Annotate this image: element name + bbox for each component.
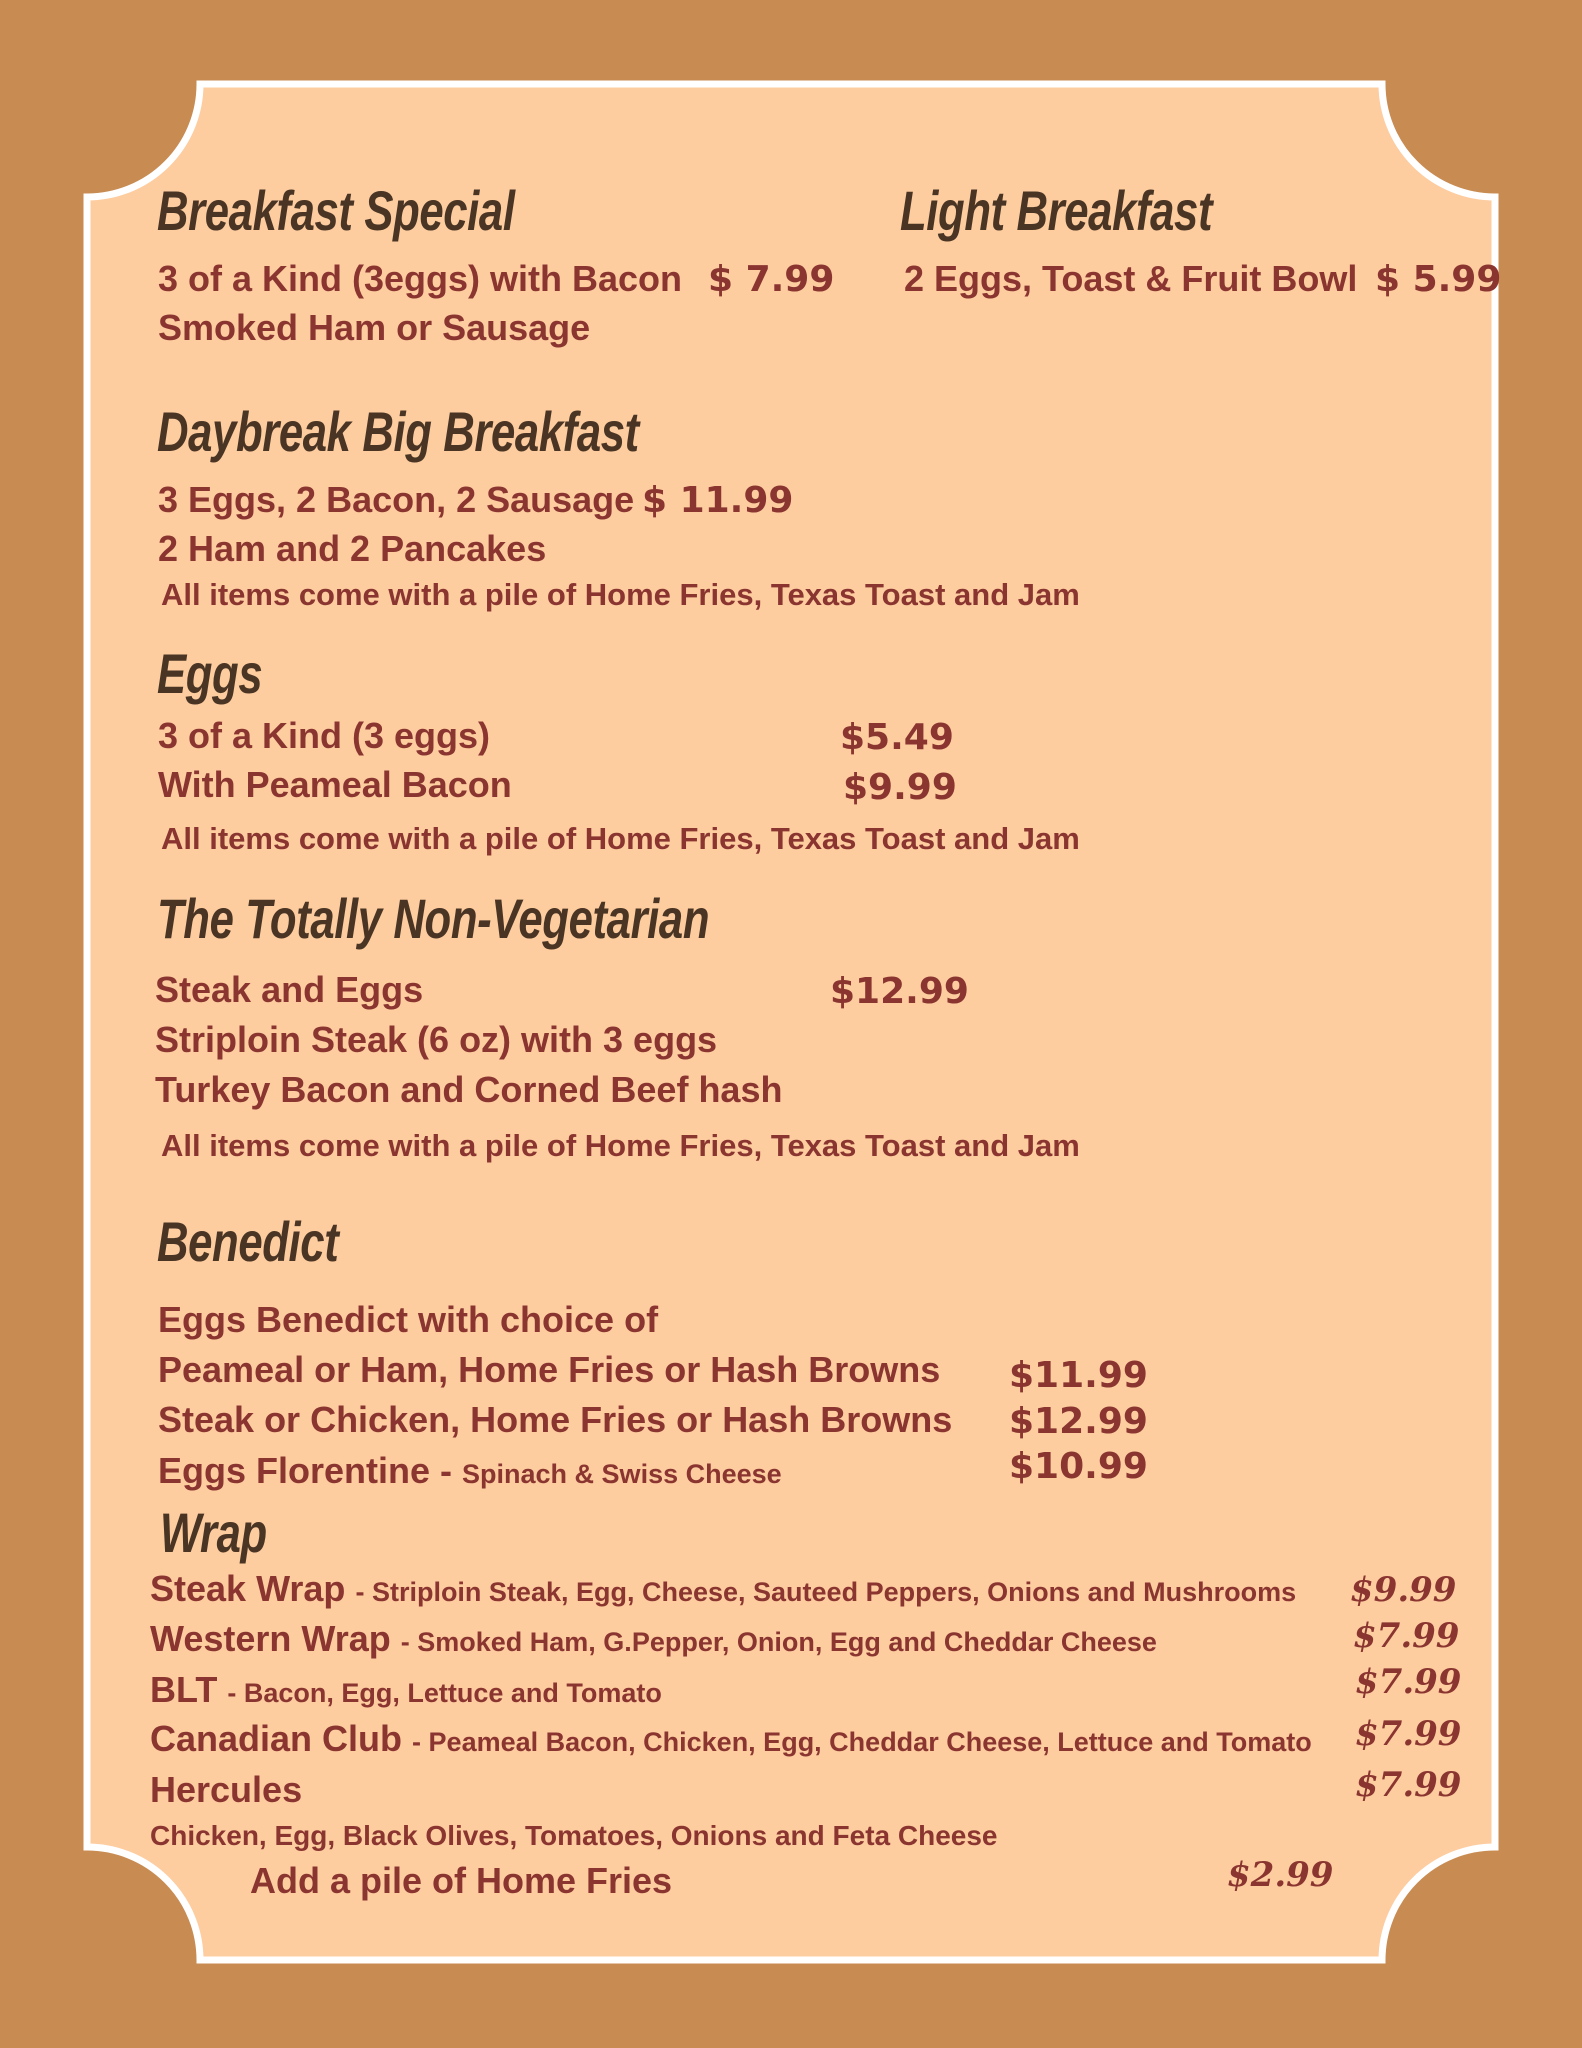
eggs-item-price: $9.99 xyxy=(843,767,957,808)
florentine-price: $10.99 xyxy=(1009,1446,1148,1487)
wrap-heading: Wrap xyxy=(160,1501,267,1564)
wrap-item-price: $7.99 xyxy=(1353,1616,1460,1656)
addon-price: $2.99 xyxy=(1227,1855,1334,1895)
wrap-item-price: $9.99 xyxy=(1350,1570,1457,1610)
benedict-item-name: Peameal or Ham, Home Fries or Hash Browns xyxy=(158,1349,941,1390)
wrap-item-line: Canadian Club - Peameal Bacon, Chicken, Egg, Cheddar Cheese, Lettuce and Tomato xyxy=(150,1718,1312,1759)
wrap-item-line: Steak Wrap - Striploin Steak, Egg, Cheese, Sauteed Peppers, Onions and Mushrooms xyxy=(150,1568,1297,1609)
non-veg-line1: Steak and Eggs xyxy=(155,969,424,1010)
benedict-item-name: Steak or Chicken, Home Fries or Hash Browns xyxy=(158,1399,953,1440)
wrap-item-price: $7.99 xyxy=(1355,1714,1462,1754)
eggs-item-price: $5.49 xyxy=(840,717,954,758)
wrap-item-price: $7.99 xyxy=(1355,1662,1462,1702)
daybreak-price: $ 11.99 xyxy=(642,480,794,521)
wrap-item-desc: Peameal Bacon, Chicken, Egg, Cheddar Cheese, Lettuce and Tomato xyxy=(428,1727,1312,1757)
non-veg-line2: Striploin Steak (6 oz) with 3 eggs xyxy=(155,1019,718,1060)
wrap-item-line: Western Wrap - Smoked Ham, G.Pepper, Onion, Egg and Cheddar Cheese xyxy=(150,1618,1157,1659)
wrap-item-desc: Smoked Ham, G.Pepper, Onion, Egg and Cheddar Cheese xyxy=(417,1627,1157,1657)
addon-name: Add a pile of Home Fries xyxy=(250,1860,673,1901)
wrap-item-name: Western Wrap xyxy=(150,1618,391,1659)
eggs-item-name: 3 of a Kind (3 eggs) xyxy=(158,715,491,756)
wrap-item-line: BLT - Bacon, Egg, Lettuce and Tomato xyxy=(150,1669,662,1710)
daybreak-line2: 2 Ham and 2 Pancakes xyxy=(158,528,547,569)
light-breakfast-line1: 2 Eggs, Toast & Fruit Bowl xyxy=(904,258,1358,299)
wrap-item-name: Hercules xyxy=(150,1769,303,1810)
eggs-heading: Eggs xyxy=(157,642,263,705)
florentine-line: Eggs Florentine - Spinach & Swiss Cheese xyxy=(158,1450,782,1491)
breakfast-special-price: $ 7.99 xyxy=(708,259,835,300)
eggs-item-name: With Peameal Bacon xyxy=(158,764,512,805)
benedict-item-price: $11.99 xyxy=(1009,1355,1148,1396)
hercules-desc: Chicken, Egg, Black Olives, Tomatoes, Onions and Feta Cheese xyxy=(150,1820,998,1851)
wrap-item-desc: Bacon, Egg, Lettuce and Tomato xyxy=(243,1678,662,1708)
wrap-item-desc: Striploin Steak, Egg, Cheese, Sauteed Peppers, Onions and Mushrooms xyxy=(371,1577,1297,1607)
wrap-item-name: Canadian Club xyxy=(150,1718,403,1759)
light-breakfast-heading: Light Breakfast xyxy=(900,179,1213,242)
florentine-desc: Spinach & Swiss Cheese xyxy=(462,1459,782,1489)
wrap-item-name: Steak Wrap xyxy=(150,1568,346,1609)
non-veg-heading: The Totally Non-Vegetarian xyxy=(157,887,710,950)
benedict-item-price: $12.99 xyxy=(1009,1401,1148,1442)
daybreak-note: All items come with a pile of Home Fries, Texas Toast and Jam xyxy=(161,577,1080,612)
non-veg-note: All items come with a pile of Home Fries, Texas Toast and Jam xyxy=(161,1128,1080,1163)
breakfast-special-heading: Breakfast Special xyxy=(157,179,515,242)
florentine-name: Eggs Florentine xyxy=(158,1450,431,1491)
wrap-item-name: BLT xyxy=(150,1669,218,1710)
breakfast-special-line2: Smoked Ham or Sausage xyxy=(158,307,591,348)
benedict-heading: Benedict xyxy=(157,1210,339,1273)
daybreak-heading: Daybreak Big Breakfast xyxy=(157,400,639,463)
light-breakfast-price: $ 5.99 xyxy=(1375,259,1502,300)
non-veg-price: $12.99 xyxy=(830,971,969,1012)
eggs-note: All items come with a pile of Home Fries, Texas Toast and Jam xyxy=(161,821,1080,856)
non-veg-line3: Turkey Bacon and Corned Beef hash xyxy=(155,1069,783,1110)
breakfast-special-line1: 3 of a Kind (3eggs) with Bacon xyxy=(158,258,683,299)
daybreak-line1: 3 Eggs, 2 Bacon, 2 Sausage xyxy=(158,479,635,520)
benedict-intro: Eggs Benedict with choice of xyxy=(158,1299,659,1340)
wrap-item-price: $7.99 xyxy=(1355,1765,1462,1805)
